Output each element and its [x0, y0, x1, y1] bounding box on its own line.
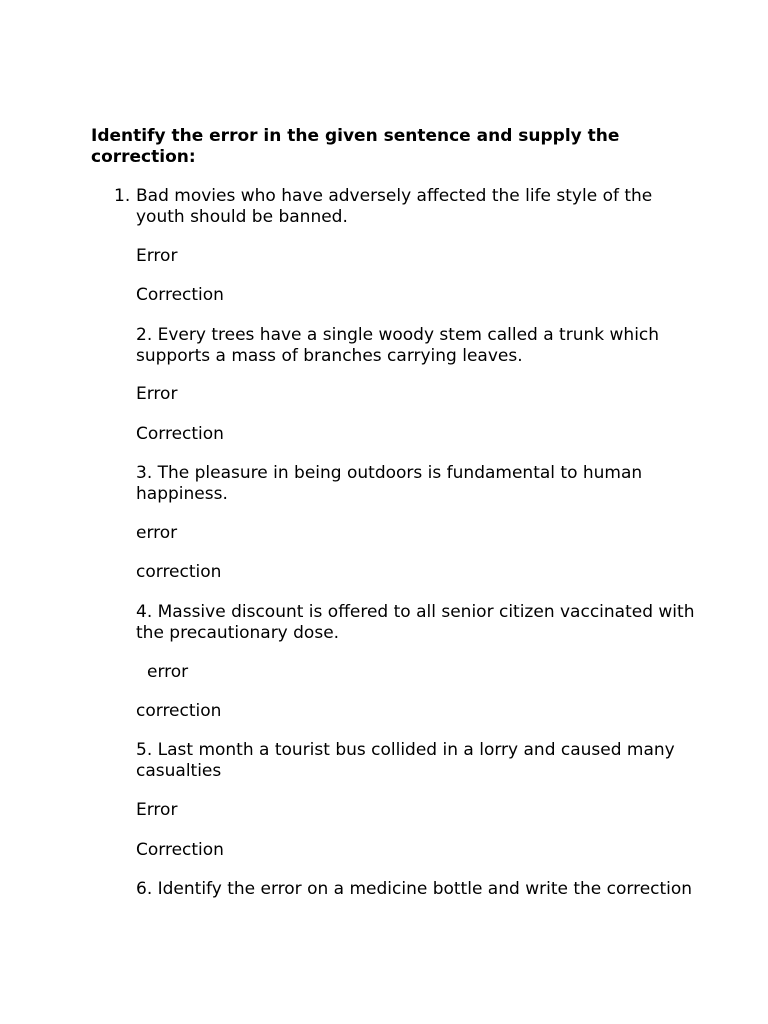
- instructions-heading: Identify the error in the given sentence and supply the correction:: [91, 126, 620, 167]
- question-5-text: 5. Last month a tourist bus collided in a lorry and caused many casualties: [136, 740, 675, 781]
- question-5-correction-label: Correction: [136, 840, 224, 860]
- question-5-error-label: Error: [136, 800, 178, 820]
- question-3-text: 3. The pleasure in being outdoors is fundamental to human happiness.: [136, 463, 643, 504]
- question-4-correction-label: correction: [136, 701, 222, 721]
- question-2-text: 2. Every trees have a single woody stem called a trunk which supports a mass of branches carrying leaves.: [136, 325, 660, 366]
- question-1-number: 1.: [114, 186, 131, 206]
- question-1-error-label: Error: [136, 246, 178, 266]
- question-2-correction-label: Correction: [136, 424, 224, 444]
- question-6-text: 6. Identify the error on a medicine bottle and write the correction: [136, 879, 693, 899]
- question-4-error-label: error: [147, 662, 189, 682]
- question-1-correction-label: Correction: [136, 285, 224, 305]
- question-4-text: 4. Massive discount is offered to all senior citizen vaccinated with the precautionary dose.: [136, 602, 695, 643]
- question-2-error-label: Error: [136, 384, 178, 404]
- question-3-correction-label: correction: [136, 562, 222, 582]
- question-1-text: Bad movies who have adversely affected the life style of the youth should be banned.: [136, 186, 653, 227]
- question-3-error-label: error: [136, 523, 178, 543]
